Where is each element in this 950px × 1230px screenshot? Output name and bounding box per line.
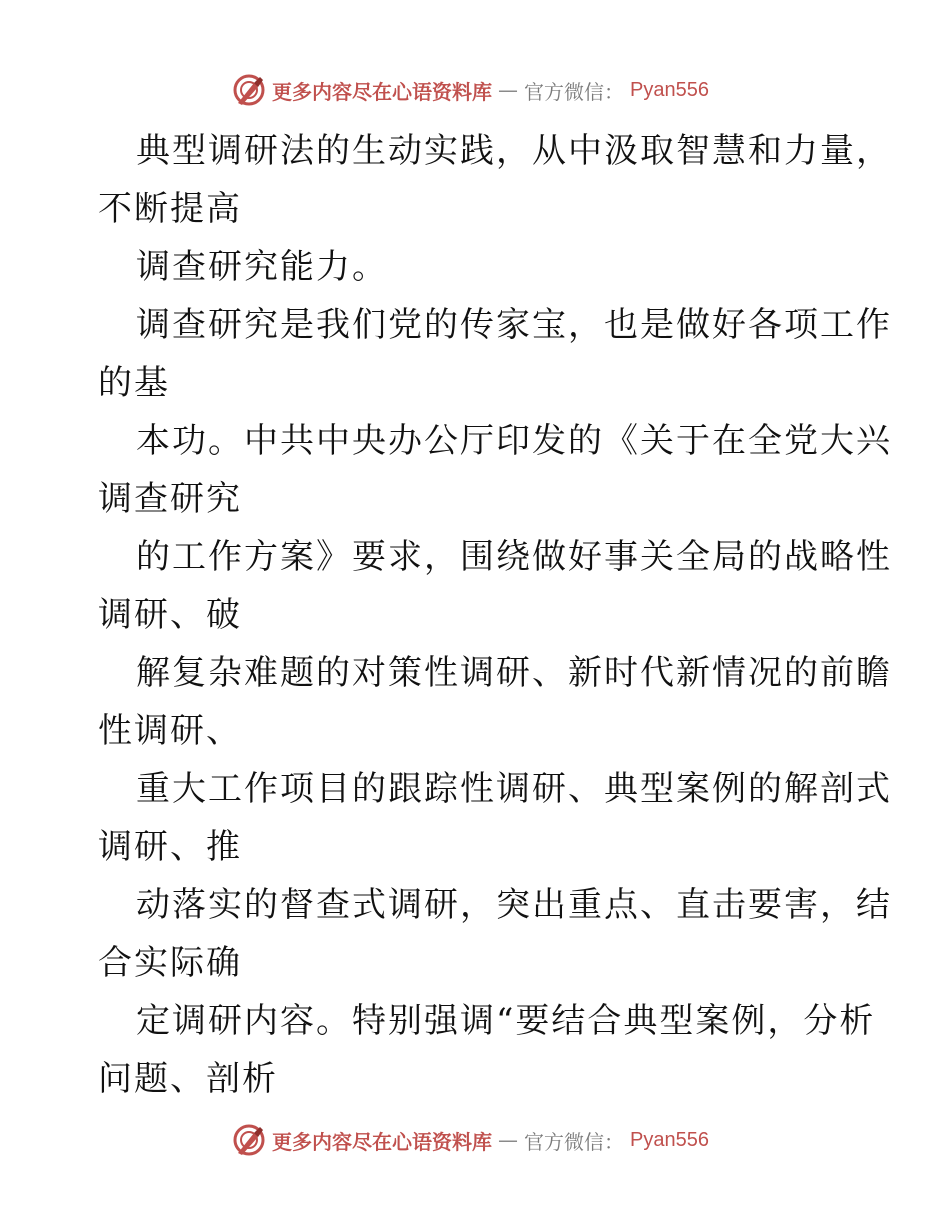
banner-separator: — bbox=[498, 1128, 518, 1152]
text-line: 调查研究能力。 bbox=[136, 247, 388, 287]
text-line: 定调研内容。特别强调“要结合典型案例，分析 bbox=[136, 1001, 876, 1041]
wechat-id: Pyan556 bbox=[630, 78, 709, 101]
text-line: 调查研究是我们党的传家宝，也是做好各项工作 bbox=[136, 305, 892, 345]
banner-text: 更多内容尽在心语资料库 bbox=[272, 1129, 492, 1154]
wechat-label: 官方微信： bbox=[524, 1129, 624, 1154]
banner-text: 更多内容尽在心语资料库 bbox=[272, 79, 492, 104]
text-line: 本功。中共中央办公厅印发的《关于在全党大兴 bbox=[136, 421, 892, 461]
text-line: 调研、破 bbox=[98, 595, 242, 635]
wechat-label: 官方微信： bbox=[524, 79, 624, 104]
text-line: 的工作方案》要求，围绕做好事关全局的战略性 bbox=[136, 537, 892, 577]
text-line: 合实际确 bbox=[98, 943, 242, 983]
text-line: 的基 bbox=[98, 363, 170, 403]
text-line: 典型调研法的生动实践，从中汲取智慧和力量， bbox=[136, 131, 892, 171]
pen-logo-icon bbox=[232, 73, 266, 107]
header-banner bbox=[232, 72, 752, 108]
pen-logo-icon bbox=[232, 1123, 266, 1157]
text-line: 解复杂难题的对策性调研、新时代新情况的前瞻 bbox=[136, 653, 892, 693]
document-body bbox=[98, 122, 892, 1108]
footer-banner bbox=[232, 1122, 752, 1158]
text-line: 重大工作项目的跟踪性调研、典型案例的解剖式 bbox=[136, 769, 892, 809]
wechat-id: Pyan556 bbox=[630, 1128, 709, 1151]
text-line: 动落实的督查式调研，突出重点、直击要害，结 bbox=[136, 885, 892, 925]
banner-separator: — bbox=[498, 78, 518, 102]
text-line: 不断提高 bbox=[98, 189, 242, 229]
text-line: 性调研、 bbox=[98, 711, 242, 751]
text-line: 调研、推 bbox=[98, 827, 242, 867]
text-line: 调查研究 bbox=[98, 479, 242, 519]
text-line: 问题、剖析 bbox=[98, 1059, 278, 1099]
